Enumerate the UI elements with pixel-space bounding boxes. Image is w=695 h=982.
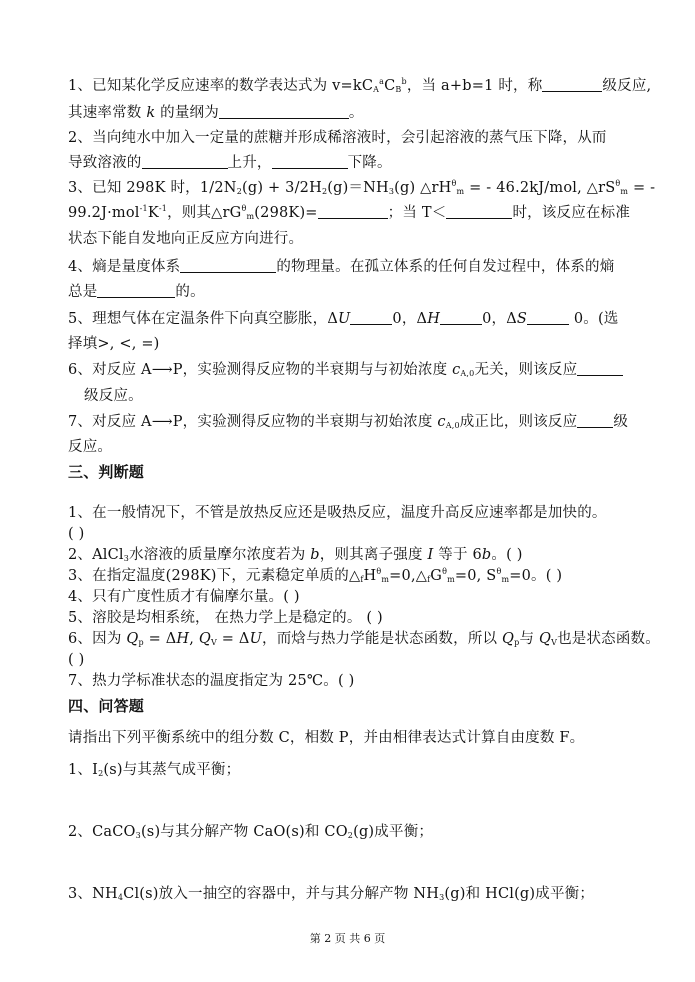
question-6-line-1: 6、对反应 A⟶P，实验测得反应物的半衰期与与初始浓度 $c_{A,0}$无关，则该反应 — [68, 360, 658, 380]
answer-blank[interactable] — [142, 154, 228, 169]
judge-1-line-2: ( ) — [68, 526, 85, 542]
question-7-line-2: 反应。 — [68, 439, 113, 455]
long-right-arrow-icon: ⟶ — [151, 414, 173, 430]
qa-question-3: 3、$NH_4Cl(s)$放入一抽空的容器中，并与其分解产物 $NH_3(g)$和 HCl(g)成平衡； — [68, 886, 595, 902]
answer-blank[interactable] — [318, 204, 388, 219]
answer-blank[interactable] — [577, 413, 613, 428]
judge-7: 7、热力学标准状态的温度指定为 25℃。( ) — [68, 673, 355, 689]
question-3-line-2: $99.2J\cdot mol^{-1}K^{-1}$，则其$\triangle rG^\theta_m(298K)=$ ；当 T＜ 时，该反应在标准 — [68, 204, 631, 221]
judge-6-line-2: ( ) — [68, 652, 85, 668]
question-5-line-2: 择填>, <, =) — [68, 336, 160, 352]
question-1-line-2: 其速率常数 k 的量纲为 。 — [68, 105, 364, 121]
answer-blank[interactable] — [527, 310, 569, 325]
answer-blank[interactable] — [219, 104, 349, 119]
answer-blank[interactable] — [542, 77, 602, 92]
question-1-line-1: 1、已知某化学反应速率的数学表达式为 $v=kC_A^aC_B^b$，当 a+b=1 时，称 级反应, — [68, 77, 652, 94]
answer-blank[interactable] — [577, 361, 623, 376]
answer-blank[interactable] — [440, 310, 482, 325]
page-footer: 第 2 页 共 6 页 — [309, 932, 386, 945]
question-2-line-1: 2、当向纯水中加入一定量的蔗糖并形成稀溶液时，会引起溶液的蒸气压下降，从而 — [68, 130, 607, 146]
qa-question-1: 1、$I_2(s)$与其蒸气成平衡； — [68, 762, 241, 778]
answer-blank[interactable] — [446, 204, 512, 219]
question-7-line-1: 7、对反应 A⟶P，实验测得反应物的半衰期与初始浓度 $c_{A,0}$成正比，则该反应 级 — [68, 414, 629, 430]
judge-3: 3、在指定温度(298K)下，元素稳定单质的$\triangle_fH^\theta_m=0,\triangle_fG^\theta_m=0$, $S^\theta_m=0$。( ) — [68, 567, 563, 584]
judge-4: 4、只有广度性质才有偏摩尔量。( ) — [68, 589, 300, 605]
judge-5: 5、溶胶是均相系统， 在热力学上是稳定的。 ( ) — [68, 610, 383, 626]
judge-1-line-1: 1、在一般情况下，不管是放热反应还是吸热反应，温度升高反应速率都是加快的。 — [68, 505, 607, 521]
answer-blank[interactable] — [97, 283, 175, 298]
qa-intro: 请指出下列平衡系统中的组分数 C，相数 P，并由相律表达式计算自由度数 F。 — [68, 730, 585, 746]
qa-question-2: 2、CaCO$_3$(s)与其分解产物 CaO(s)和 $CO_2(g)$成平衡； — [68, 824, 434, 840]
section-heading-qa: 四、问答题 — [68, 697, 145, 715]
question-6-line-2: 级反应。 — [84, 388, 143, 404]
question-4-line-2: 总是 的。 — [68, 284, 205, 300]
answer-blank[interactable] — [272, 154, 348, 169]
judge-2: 2、AlCl$_3$水溶液的质量摩尔浓度若为 b，则其离子强度 I 等于 6b。( ) — [68, 547, 523, 563]
question-3-line-3: 状态下能自发地向正反应方向进行。 — [68, 231, 304, 247]
question-5-line-1: 5、理想气体在定温条件下向真空膨胀，ΔU 0，ΔH 0，ΔS 0。(选 — [68, 311, 619, 327]
answer-blank[interactable] — [180, 258, 276, 273]
question-2-line-2: 导致溶液的 上升， 下降。 — [68, 155, 392, 171]
section-heading-judge: 三、判断题 — [68, 463, 145, 481]
judge-6-line-1: 6、因为 $Q_p = \Delta H$, $Q_V = \Delta U$，而焓与热力学能是状态函数，所以 $Q_p$与 $Q_V$也是状态函数。 — [68, 631, 660, 647]
answer-blank[interactable] — [350, 310, 392, 325]
question-4-line-1: 4、熵是量度体系 的物理量。在孤立体系的任何自发过程中，体系的熵 — [68, 259, 615, 275]
long-right-arrow-icon: ⟶ — [151, 362, 173, 378]
question-3-line-1: 3、已知 298K 时，$1/2N_2(g) + 3/2H_2(g)=NH_3(g)$ $\triangle rH^\theta_m$ = - 46.2kJ/mol, $\triangle rS^\theta_m$ = - — [68, 179, 656, 196]
